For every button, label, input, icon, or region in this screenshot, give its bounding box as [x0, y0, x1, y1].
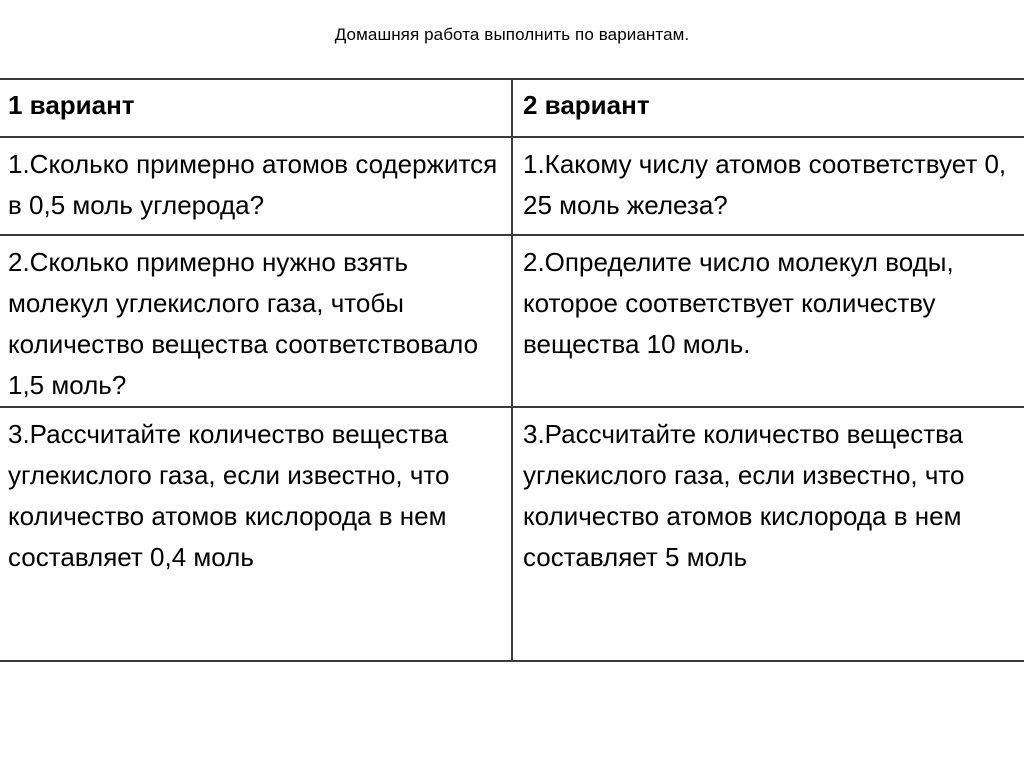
- task-2-variant-1: [0, 235, 512, 407]
- table-row: [0, 137, 1024, 235]
- task-1-variant-1: [0, 137, 512, 235]
- cell-text: 3.Рассчитайте количество вещества углекислого газа, если известно, что количество атомов кислорода в нем составляет 5 моль: [523, 419, 965, 572]
- table-header-row: [0, 79, 1024, 137]
- cell-text: 2.Определите число молекул воды, которое соответствует количеству вещества 10 моль.: [523, 247, 954, 359]
- task-2-variant-2: [512, 235, 1024, 407]
- table-row: [0, 235, 1024, 407]
- header-variant-2: 2 вариант: [512, 79, 1024, 137]
- cell-text: 1.Сколько примерно атомов содержится в 0,5 моль углерода?: [8, 149, 498, 220]
- task-3-variant-2: [512, 407, 1024, 661]
- cell-text: 1.Какому числу атомов соответствует 0, 25 моль железа?: [523, 149, 1007, 220]
- cell-text: 3.Рассчитайте количество вещества углекислого газа, если известно, что количество атомов кислорода в нем составляет 0,4 моль: [8, 419, 450, 572]
- table-row: [0, 407, 1024, 661]
- page-title: Домашняя работа выполнить по вариантам.: [334, 25, 690, 44]
- task-3-variant-1: [0, 407, 512, 661]
- header-variant-1: 1 вариант: [0, 79, 512, 137]
- task-1-variant-2: [512, 137, 1024, 235]
- cell-text: 2.Сколько примерно нужно взять молекул углекислого газа, чтобы количество вещества соответствовало 1,5 моль?: [8, 247, 479, 400]
- variants-table: [0, 78, 1024, 662]
